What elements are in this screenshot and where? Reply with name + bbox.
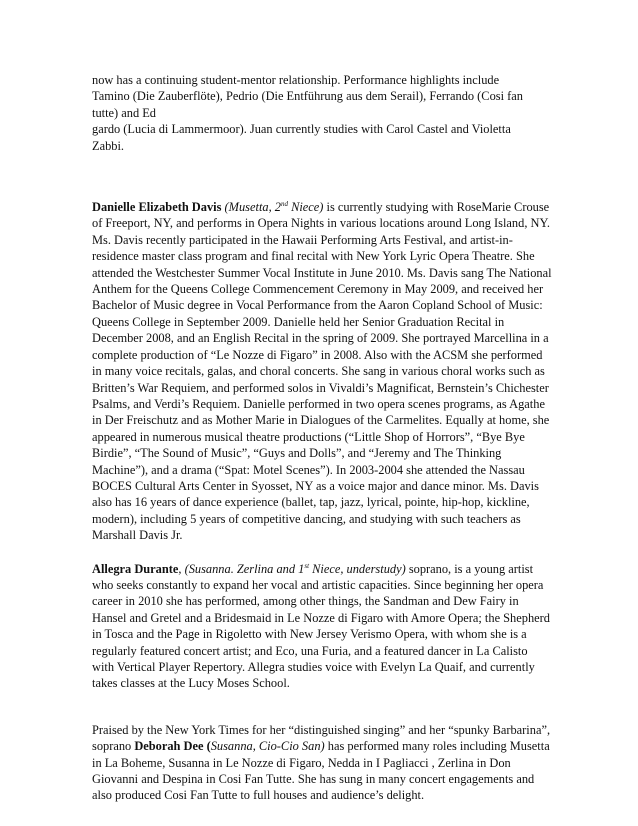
section-divider (92, 544, 552, 561)
durante-role-pre: (Susanna. Zerlina and 1 (184, 561, 305, 576)
intro-line-4: gardo (Lucia di Lammermoor). Juan currently studies with Carol Castel and Violetta (92, 122, 511, 137)
intro-line-2: Tamino (Die Zauberflöte), Pedrio (Die Entführung aus dem Serail), Ferrando (Cosi fan (92, 89, 523, 104)
dee-name: Deborah Dee ( (134, 739, 211, 754)
durante-bio-text: soprano, is a young artist who seeks constantly to expand her vocal and artistic capacities. Since beginning her opera career in 2010 she has performed, among other things, the Sandman and Dew Fairy in Hansel and Gretel and a Bridesmaid in Le Nozze di Figaro with Amore Opera; the Shepherd in Tosca and the Page in Rigoletto with New Jersey Verismo Opera, with whom she is a regularly featured concert artist; and Eco, una Furia, and a featured dancer in La Calisto with Vertical Player Repertory. Allegra studies voice with Evelyn La Quaif, and currently takes classes at the Lucy Moses School. (92, 561, 550, 691)
intro-line-1: now has a continuing student-mentor relationship. Performance highlights include (92, 73, 500, 87)
davis-bio-paragraph (92, 199, 552, 544)
davis-name: Danielle Elizabeth Davis (92, 200, 222, 215)
davis-role (225, 200, 324, 214)
dee-bio-intro: Praised by the New York Times for her “distinguished singing” and her “spunky Barbarina”, soprano (92, 722, 551, 754)
intro-paragraph (92, 72, 552, 154)
davis-role-pre: (Musetta, 2 (224, 200, 281, 215)
durante-name: Allegra Durante (92, 561, 179, 576)
section-divider (92, 692, 552, 722)
intro-line-3: tutte) and Ed (92, 105, 156, 120)
durante-bio-paragraph (92, 561, 552, 692)
durante-role (185, 562, 406, 576)
durante-comma: , (178, 561, 185, 576)
davis-role-sup: nd (280, 199, 288, 208)
durante-role-sup: st (304, 561, 310, 570)
dee-bio-text: has performed many roles including Musetta in La Boheme, Susanna in Le Nozze di Figaro, Nedda in I Pagliacci , Zerlina in Don Giovanni and Despina in Cosi Fan Tutte. She has sung in many concert engagements and also produced Cosi Fan Tutte to full houses and audience’s delight. (92, 739, 550, 803)
davis-bio-text: is currently studying with RoseMarie Crouse of Freeport, NY, and performs in Opera Nights in various locations around Long Island, NY. Ms. Davis recently participated in the Hawaii Performing Arts Festival, and artist-in-residence master class program and final recital with New York Lyric Opera Theatre. She attended the Westchester Summer Vocal Institute in June 2010. Ms. Davis sang The National Anthem for the Queens College Commencement Ceremony in May 2009, and received her Bachelor of Music degree in Vocal Performance from the Aaron Copland School of Music: Queens College in September 2009. Danielle held her Senior Graduation Recital in December 2008, and an English Recital in the spring of 2009. She portrayed Marcellina in a complete production of “Le Nozze di Figaro” in 2008. Also with the ACSM she performed in many voice recitals, galas, and choral concerts. She sang in various choral works such as Britten’s War Requiem, and performed solos in Vivaldi’s Magnificat, Bernstein’s Chichester Psalms, and Verdi’s Requiem. Danielle performed in two opera scenes programs, as Agathe in Der Freischutz and as Mother Marie in Dialogues of the Carmelites. Equally at home, she appeared in numerous musical theatre productions (“Little Shop of Horrors”, “Bye Bye Birdie”, “The Sound of Music”, “Guys and Dolls”, and “Jeremy and The Thinking Machine”), and a drama (“Spat: Motel Scenes”). In 2003-2004 she attended the Nassau BOCES Cultural Arts Center in Syosset, NY as a voice major and dance minor. Ms. Davis also has 16 years of dance experience (ballet, tap, jazz, lyrical, pointe, hip-hop, kickline, modern), including 5 years of competitive dancing, and studying with such teachers as Marshall Davis Jr. (92, 200, 552, 543)
davis-role-post: Niece) (287, 200, 324, 215)
document-page (92, 72, 552, 804)
dee-bio-paragraph (92, 722, 552, 804)
section-divider (92, 154, 552, 199)
durante-role-post: Niece, understudy) (309, 561, 406, 576)
dee-role: Susanna, Cio-Cio San) (210, 739, 325, 754)
intro-line-5: Zabbi. (92, 138, 124, 153)
